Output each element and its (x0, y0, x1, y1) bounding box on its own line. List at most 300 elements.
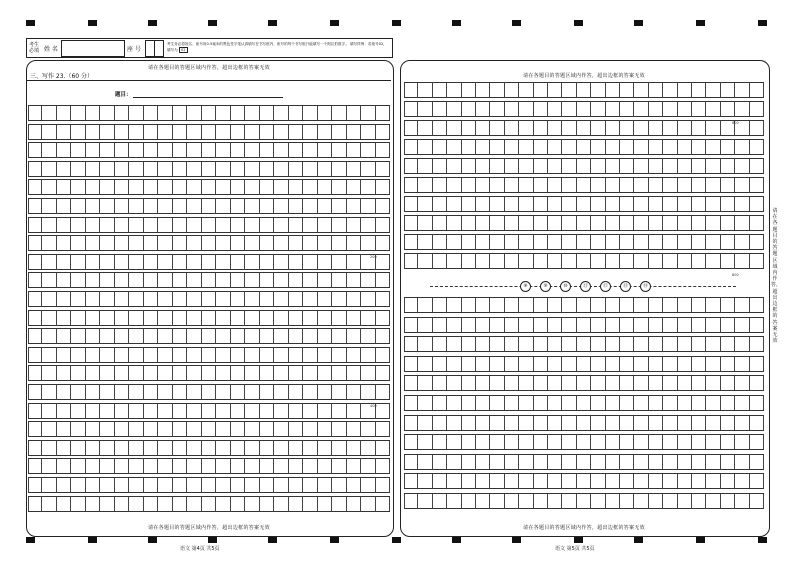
grid-cell[interactable] (649, 396, 663, 410)
grid-cell[interactable] (144, 329, 158, 343)
grid-cell[interactable] (86, 366, 100, 380)
grid-cell[interactable] (404, 121, 418, 135)
grid-cell[interactable] (347, 125, 361, 139)
grid-cell[interactable] (692, 159, 706, 173)
grid-cell[interactable] (86, 311, 100, 325)
grid-cell[interactable] (519, 178, 533, 192)
grid-cell[interactable] (303, 385, 317, 399)
grid-cell[interactable] (303, 459, 317, 473)
grid-row[interactable] (28, 310, 390, 326)
grid-cell[interactable] (678, 376, 692, 390)
grid-cell[interactable] (100, 180, 114, 194)
grid-cell[interactable] (577, 337, 591, 351)
grid-cell[interactable] (606, 455, 620, 469)
grid-cell[interactable] (490, 337, 504, 351)
grid-cell[interactable] (216, 162, 230, 176)
grid-cell[interactable] (562, 494, 576, 508)
grid-cell[interactable] (548, 197, 562, 211)
grid-cell[interactable] (418, 318, 432, 332)
grid-cell[interactable] (71, 236, 85, 250)
grid-cell[interactable] (28, 292, 42, 306)
grid-cell[interactable] (447, 318, 461, 332)
grid-cell[interactable] (115, 366, 129, 380)
grid-cell[interactable] (115, 143, 129, 157)
grid-cell[interactable] (115, 199, 129, 213)
grid-cell[interactable] (750, 197, 764, 211)
grid-cell[interactable] (534, 197, 548, 211)
grid-cell[interactable] (115, 162, 129, 176)
grid-cell[interactable] (216, 348, 230, 362)
grid-cell[interactable] (649, 254, 663, 268)
grid-cell[interactable] (548, 235, 562, 249)
grid-cell[interactable] (332, 199, 346, 213)
grid-cell[interactable] (404, 435, 418, 449)
grid-cell[interactable] (42, 143, 56, 157)
grid-cell[interactable] (577, 121, 591, 135)
grid-cell[interactable] (620, 254, 634, 268)
grid-row[interactable] (404, 473, 764, 489)
grid-cell[interactable] (692, 178, 706, 192)
grid-cell[interactable] (100, 459, 114, 473)
grid-cell[interactable] (447, 140, 461, 154)
grid-cell[interactable] (418, 435, 432, 449)
grid-cell[interactable] (692, 376, 706, 390)
grid-cell[interactable] (721, 216, 735, 230)
grid-cell[interactable] (318, 478, 332, 492)
grid-cell[interactable] (187, 273, 201, 287)
grid-cell[interactable] (71, 422, 85, 436)
grid-cell[interactable] (462, 357, 476, 371)
grid-cell[interactable] (187, 236, 201, 250)
grid-cell[interactable] (663, 376, 677, 390)
grid-cell[interactable] (187, 366, 201, 380)
grid-cell[interactable] (606, 102, 620, 116)
grid-cell[interactable] (721, 318, 735, 332)
grid-cell[interactable] (28, 180, 42, 194)
grid-cell[interactable] (303, 180, 317, 194)
grid-cell[interactable] (332, 162, 346, 176)
grid-cell[interactable] (404, 357, 418, 371)
grid-cell[interactable] (42, 255, 56, 269)
grid-cell[interactable] (361, 422, 375, 436)
grid-cell[interactable] (202, 478, 216, 492)
grid-cell[interactable] (303, 292, 317, 306)
grid-cell[interactable] (721, 298, 735, 312)
grid-row[interactable] (404, 196, 764, 212)
grid-cell[interactable] (591, 318, 605, 332)
grid-cell[interactable] (245, 199, 259, 213)
grid-cell[interactable] (187, 348, 201, 362)
grid-cell[interactable] (158, 236, 172, 250)
grid-cell[interactable] (548, 357, 562, 371)
grid-cell[interactable] (187, 125, 201, 139)
grid-cell[interactable] (42, 497, 56, 511)
grid-cell[interactable] (620, 140, 634, 154)
grid-cell[interactable] (721, 178, 735, 192)
grid-cell[interactable] (663, 357, 677, 371)
grid-cell[interactable] (289, 311, 303, 325)
grid-cell[interactable] (548, 435, 562, 449)
grid-cell[interactable] (591, 216, 605, 230)
grid-cell[interactable] (71, 143, 85, 157)
grid-cell[interactable] (347, 478, 361, 492)
grid-cell[interactable] (562, 235, 576, 249)
grid-cell[interactable] (347, 311, 361, 325)
grid-cell[interactable] (433, 396, 447, 410)
grid-cell[interactable] (649, 140, 663, 154)
grid-cell[interactable] (129, 366, 143, 380)
grid-cell[interactable] (216, 497, 230, 511)
grid-row[interactable] (28, 421, 390, 437)
grid-cell[interactable] (678, 83, 692, 97)
grid-cell[interactable] (245, 125, 259, 139)
grid-cell[interactable] (490, 455, 504, 469)
grid-row[interactable] (28, 272, 390, 288)
grid-cell[interactable] (634, 102, 648, 116)
grid-cell[interactable] (519, 376, 533, 390)
grid-cell[interactable] (57, 292, 71, 306)
grid-cell[interactable] (260, 311, 274, 325)
grid-cell[interactable] (318, 404, 332, 418)
grid-cell[interactable] (404, 494, 418, 508)
grid-cell[interactable] (476, 416, 490, 430)
grid-cell[interactable] (144, 125, 158, 139)
grid-cell[interactable] (721, 159, 735, 173)
grid-cell[interactable] (144, 199, 158, 213)
grid-cell[interactable] (187, 218, 201, 232)
grid-cell[interactable] (71, 497, 85, 511)
grid-cell[interactable] (202, 311, 216, 325)
grid-cell[interactable] (376, 143, 390, 157)
grid-cell[interactable] (692, 474, 706, 488)
grid-cell[interactable] (28, 143, 42, 157)
grid-cell[interactable] (216, 143, 230, 157)
grid-cell[interactable] (548, 337, 562, 351)
grid-cell[interactable] (476, 298, 490, 312)
grid-cell[interactable] (158, 180, 172, 194)
grid-cell[interactable] (347, 422, 361, 436)
grid-cell[interactable] (606, 140, 620, 154)
grid-cell[interactable] (505, 235, 519, 249)
grid-cell[interactable] (490, 474, 504, 488)
grid-row[interactable] (28, 403, 390, 419)
grid-cell[interactable] (462, 376, 476, 390)
grid-cell[interactable] (173, 236, 187, 250)
grid-cell[interactable] (187, 143, 201, 157)
grid-cell[interactable] (663, 121, 677, 135)
grid-cell[interactable] (100, 441, 114, 455)
grid-cell[interactable] (548, 396, 562, 410)
grid-cell[interactable] (361, 348, 375, 362)
grid-row[interactable] (404, 234, 764, 250)
grid-cell[interactable] (490, 357, 504, 371)
grid-cell[interactable] (71, 273, 85, 287)
grid-cell[interactable] (433, 197, 447, 211)
grid-row[interactable] (28, 124, 390, 140)
grid-cell[interactable] (404, 396, 418, 410)
grid-cell[interactable] (418, 197, 432, 211)
grid-cell[interactable] (158, 366, 172, 380)
grid-cell[interactable] (231, 311, 245, 325)
grid-cell[interactable] (418, 121, 432, 135)
grid-cell[interactable] (347, 366, 361, 380)
grid-cell[interactable] (735, 235, 749, 249)
grid-cell[interactable] (144, 162, 158, 176)
grid-cell[interactable] (173, 143, 187, 157)
grid-cell[interactable] (274, 143, 288, 157)
grid-cell[interactable] (620, 102, 634, 116)
grid-cell[interactable] (735, 197, 749, 211)
grid-cell[interactable] (678, 337, 692, 351)
grid-cell[interactable] (115, 106, 129, 120)
grid-cell[interactable] (519, 357, 533, 371)
grid-cell[interactable] (158, 497, 172, 511)
grid-cell[interactable] (462, 396, 476, 410)
grid-cell[interactable] (115, 218, 129, 232)
grid-cell[interactable] (735, 494, 749, 508)
grid-cell[interactable] (318, 497, 332, 511)
grid-cell[interactable] (303, 497, 317, 511)
grid-cell[interactable] (663, 102, 677, 116)
grid-row[interactable] (404, 82, 764, 98)
grid-row[interactable] (404, 139, 764, 155)
grid-cell[interactable] (158, 218, 172, 232)
grid-cell[interactable] (634, 235, 648, 249)
grid-cell[interactable] (606, 159, 620, 173)
grid-cell[interactable] (115, 385, 129, 399)
grid-cell[interactable] (447, 337, 461, 351)
grid-cell[interactable] (721, 102, 735, 116)
grid-cell[interactable] (534, 494, 548, 508)
grid-cell[interactable] (678, 416, 692, 430)
grid-cell[interactable] (577, 159, 591, 173)
grid-cell[interactable] (376, 199, 390, 213)
grid-cell[interactable] (591, 337, 605, 351)
grid-cell[interactable] (361, 125, 375, 139)
grid-cell[interactable] (404, 216, 418, 230)
grid-cell[interactable] (404, 235, 418, 249)
grid-cell[interactable] (28, 404, 42, 418)
grid-cell[interactable] (577, 140, 591, 154)
grid-cell[interactable] (721, 376, 735, 390)
grid-cell[interactable] (57, 199, 71, 213)
grid-cell[interactable] (28, 255, 42, 269)
grid-cell[interactable] (548, 140, 562, 154)
grid-cell[interactable] (216, 292, 230, 306)
grid-cell[interactable] (202, 236, 216, 250)
right-writing-grid-lower[interactable] (404, 297, 764, 513)
grid-cell[interactable] (534, 121, 548, 135)
grid-cell[interactable] (376, 422, 390, 436)
grid-cell[interactable] (505, 197, 519, 211)
grid-cell[interactable] (202, 404, 216, 418)
grid-cell[interactable] (591, 494, 605, 508)
grid-cell[interactable] (721, 83, 735, 97)
grid-cell[interactable] (519, 121, 533, 135)
grid-cell[interactable] (490, 178, 504, 192)
grid-cell[interactable] (260, 478, 274, 492)
grid-cell[interactable] (462, 254, 476, 268)
grid-cell[interactable] (663, 396, 677, 410)
grid-cell[interactable] (86, 348, 100, 362)
grid-cell[interactable] (173, 404, 187, 418)
grid-cell[interactable] (86, 478, 100, 492)
grid-cell[interactable] (115, 422, 129, 436)
grid-cell[interactable] (490, 121, 504, 135)
grid-cell[interactable] (245, 180, 259, 194)
grid-cell[interactable] (505, 254, 519, 268)
grid-cell[interactable] (361, 497, 375, 511)
grid-cell[interactable] (649, 416, 663, 430)
grid-cell[interactable] (202, 180, 216, 194)
grid-cell[interactable] (634, 197, 648, 211)
grid-cell[interactable] (505, 357, 519, 371)
grid-cell[interactable] (663, 318, 677, 332)
grid-cell[interactable] (144, 255, 158, 269)
grid-cell[interactable] (591, 121, 605, 135)
grid-cell[interactable] (692, 357, 706, 371)
grid-cell[interactable] (42, 366, 56, 380)
grid-cell[interactable] (706, 494, 720, 508)
grid-cell[interactable] (534, 140, 548, 154)
grid-row[interactable] (28, 328, 390, 344)
grid-cell[interactable] (735, 140, 749, 154)
grid-cell[interactable] (663, 159, 677, 173)
grid-cell[interactable] (187, 478, 201, 492)
grid-cell[interactable] (706, 357, 720, 371)
grid-cell[interactable] (216, 404, 230, 418)
grid-row[interactable] (404, 297, 764, 313)
grid-cell[interactable] (735, 416, 749, 430)
grid-cell[interactable] (202, 329, 216, 343)
grid-cell[interactable] (71, 218, 85, 232)
grid-cell[interactable] (260, 199, 274, 213)
grid-cell[interactable] (245, 273, 259, 287)
grid-cell[interactable] (202, 385, 216, 399)
grid-cell[interactable] (548, 494, 562, 508)
grid-cell[interactable] (447, 235, 461, 249)
grid-cell[interactable] (347, 180, 361, 194)
grid-cell[interactable] (274, 478, 288, 492)
grid-cell[interactable] (86, 497, 100, 511)
grid-cell[interactable] (260, 125, 274, 139)
grid-cell[interactable] (606, 197, 620, 211)
grid-cell[interactable] (562, 121, 576, 135)
grid-cell[interactable] (100, 478, 114, 492)
grid-cell[interactable] (735, 455, 749, 469)
grid-cell[interactable] (462, 435, 476, 449)
grid-cell[interactable] (57, 385, 71, 399)
grid-cell[interactable] (245, 497, 259, 511)
grid-cell[interactable] (202, 255, 216, 269)
grid-cell[interactable] (562, 435, 576, 449)
grid-cell[interactable] (158, 106, 172, 120)
grid-cell[interactable] (706, 254, 720, 268)
grid-cell[interactable] (57, 255, 71, 269)
grid-cell[interactable] (591, 474, 605, 488)
grid-cell[interactable] (634, 140, 648, 154)
grid-cell[interactable] (562, 318, 576, 332)
grid-cell[interactable] (490, 254, 504, 268)
grid-cell[interactable] (433, 235, 447, 249)
grid-cell[interactable] (129, 404, 143, 418)
grid-cell[interactable] (202, 422, 216, 436)
grid-cell[interactable] (86, 441, 100, 455)
grid-cell[interactable] (86, 459, 100, 473)
grid-cell[interactable] (231, 162, 245, 176)
grid-cell[interactable] (548, 216, 562, 230)
grid-cell[interactable] (144, 404, 158, 418)
grid-cell[interactable] (42, 311, 56, 325)
grid-cell[interactable] (100, 199, 114, 213)
grid-cell[interactable] (750, 416, 764, 430)
grid-cell[interactable] (129, 255, 143, 269)
grid-cell[interactable] (721, 435, 735, 449)
grid-cell[interactable] (332, 441, 346, 455)
grid-cell[interactable] (692, 494, 706, 508)
grid-row[interactable] (404, 336, 764, 352)
grid-cell[interactable] (433, 83, 447, 97)
grid-cell[interactable] (591, 140, 605, 154)
grid-cell[interactable] (347, 329, 361, 343)
grid-cell[interactable] (649, 474, 663, 488)
grid-cell[interactable] (361, 106, 375, 120)
grid-cell[interactable] (347, 236, 361, 250)
grid-cell[interactable] (750, 455, 764, 469)
grid-cell[interactable] (577, 494, 591, 508)
grid-cell[interactable] (202, 106, 216, 120)
grid-cell[interactable] (620, 318, 634, 332)
grid-cell[interactable] (274, 218, 288, 232)
grid-cell[interactable] (129, 292, 143, 306)
grid-cell[interactable] (71, 255, 85, 269)
grid-cell[interactable] (548, 121, 562, 135)
grid-cell[interactable] (274, 180, 288, 194)
grid-cell[interactable] (678, 455, 692, 469)
grid-cell[interactable] (231, 106, 245, 120)
grid-cell[interactable] (649, 102, 663, 116)
grid-cell[interactable] (187, 255, 201, 269)
grid-cell[interactable] (678, 435, 692, 449)
left-writing-grid[interactable] (28, 105, 390, 510)
grid-cell[interactable] (462, 337, 476, 351)
grid-cell[interactable] (144, 292, 158, 306)
grid-cell[interactable] (620, 83, 634, 97)
grid-cell[interactable] (577, 416, 591, 430)
grid-cell[interactable] (100, 404, 114, 418)
grid-cell[interactable] (303, 143, 317, 157)
grid-cell[interactable] (289, 143, 303, 157)
grid-cell[interactable] (289, 348, 303, 362)
grid-cell[interactable] (606, 254, 620, 268)
grid-cell[interactable] (318, 180, 332, 194)
grid-cell[interactable] (649, 216, 663, 230)
grid-cell[interactable] (706, 435, 720, 449)
grid-cell[interactable] (42, 180, 56, 194)
grid-cell[interactable] (260, 273, 274, 287)
grid-cell[interactable] (562, 159, 576, 173)
grid-cell[interactable] (216, 106, 230, 120)
grid-cell[interactable] (361, 459, 375, 473)
grid-cell[interactable] (663, 140, 677, 154)
grid-cell[interactable] (158, 125, 172, 139)
grid-cell[interactable] (433, 337, 447, 351)
grid-cell[interactable] (129, 218, 143, 232)
grid-cell[interactable] (534, 357, 548, 371)
grid-cell[interactable] (577, 376, 591, 390)
grid-cell[interactable] (274, 199, 288, 213)
grid-cell[interactable] (577, 102, 591, 116)
